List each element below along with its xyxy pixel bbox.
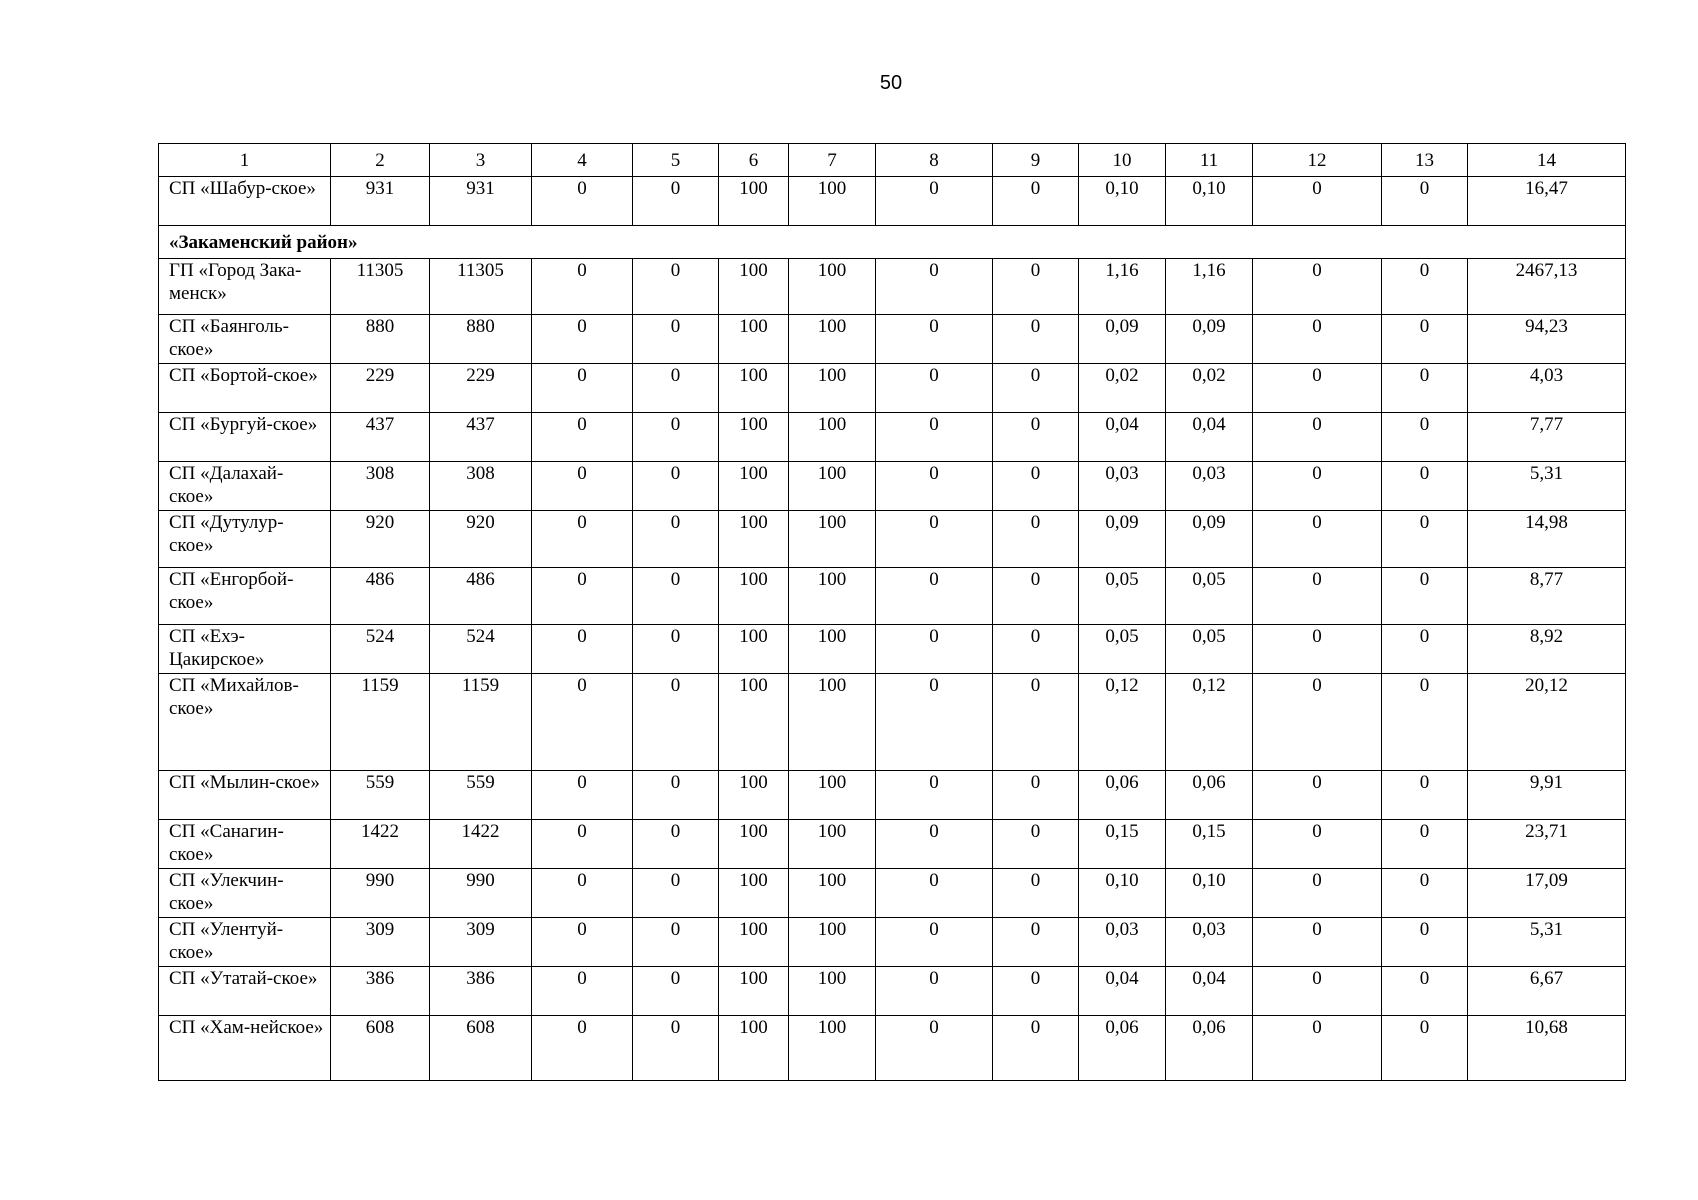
- value-cell: 0: [633, 315, 719, 364]
- settlement-name-cell: СП «Шабур-ское»: [159, 177, 331, 226]
- value-cell: 0: [532, 820, 633, 869]
- value-cell: 0,05: [1079, 568, 1166, 625]
- value-cell: 0: [1253, 967, 1382, 1016]
- value-cell: 0: [993, 967, 1079, 1016]
- value-cell: 880: [430, 315, 532, 364]
- value-cell: 100: [719, 568, 789, 625]
- value-cell: 0: [876, 771, 993, 820]
- value-cell: 0: [532, 315, 633, 364]
- settlement-name-cell: СП «Михайлов-ское»: [159, 674, 331, 771]
- value-cell: 0: [1253, 315, 1382, 364]
- value-cell: 0,10: [1166, 177, 1253, 226]
- value-cell: 0: [1253, 364, 1382, 413]
- value-cell: 8,77: [1468, 568, 1626, 625]
- value-cell: 486: [331, 568, 430, 625]
- value-cell: 0: [1382, 625, 1468, 674]
- value-cell: 100: [789, 918, 876, 967]
- value-cell: 0: [1253, 625, 1382, 674]
- settlement-name-cell: СП «Утатай-ское»: [159, 967, 331, 1016]
- value-cell: 0: [532, 511, 633, 568]
- value-cell: 0: [993, 315, 1079, 364]
- settlement-name-cell: СП «Бургуй-ское»: [159, 413, 331, 462]
- value-cell: 100: [789, 364, 876, 413]
- value-cell: 309: [331, 918, 430, 967]
- value-cell: 0,09: [1166, 315, 1253, 364]
- value-cell: 1422: [331, 820, 430, 869]
- value-cell: 0: [1253, 771, 1382, 820]
- value-cell: 0: [633, 511, 719, 568]
- table-header-row: [159, 144, 1626, 177]
- settlement-name-cell: СП «Санагин-ское»: [159, 820, 331, 869]
- value-cell: 0: [1253, 869, 1382, 918]
- value-cell: 0: [993, 177, 1079, 226]
- value-cell: 0,03: [1166, 918, 1253, 967]
- value-cell: 0: [1253, 918, 1382, 967]
- value-cell: 0: [876, 1016, 993, 1081]
- value-cell: 0: [1253, 413, 1382, 462]
- value-cell: 1159: [430, 674, 532, 771]
- value-cell: 0,06: [1079, 771, 1166, 820]
- value-cell: 0: [993, 364, 1079, 413]
- value-cell: 0: [1253, 1016, 1382, 1081]
- value-cell: 0,10: [1166, 869, 1253, 918]
- value-cell: 0: [1253, 674, 1382, 771]
- value-cell: 100: [789, 771, 876, 820]
- value-cell: 100: [789, 674, 876, 771]
- value-cell: 0: [532, 869, 633, 918]
- value-cell: 23,71: [1468, 820, 1626, 869]
- value-cell: 0,09: [1166, 511, 1253, 568]
- table-body: [159, 144, 1626, 1081]
- value-cell: 0: [1382, 315, 1468, 364]
- value-cell: 0,09: [1079, 315, 1166, 364]
- value-cell: 608: [430, 1016, 532, 1081]
- value-cell: 0: [532, 364, 633, 413]
- value-cell: 100: [719, 869, 789, 918]
- value-cell: 94,23: [1468, 315, 1626, 364]
- value-cell: 0,04: [1079, 413, 1166, 462]
- value-cell: 0: [532, 413, 633, 462]
- value-cell: 920: [331, 511, 430, 568]
- table-row: [159, 259, 1626, 315]
- value-cell: 0,03: [1079, 918, 1166, 967]
- value-cell: 100: [719, 413, 789, 462]
- table-row: [159, 918, 1626, 967]
- column-number-header: 9: [993, 144, 1079, 177]
- value-cell: 437: [331, 413, 430, 462]
- value-cell: 100: [789, 315, 876, 364]
- value-cell: 0: [633, 1016, 719, 1081]
- settlement-name-cell: СП «Далахай-ское»: [159, 462, 331, 511]
- value-cell: 100: [789, 967, 876, 1016]
- column-number-header: 8: [876, 144, 993, 177]
- value-cell: 100: [719, 1016, 789, 1081]
- value-cell: 0: [532, 674, 633, 771]
- column-number-header: 3: [430, 144, 532, 177]
- value-cell: 0,06: [1166, 1016, 1253, 1081]
- value-cell: 0: [876, 625, 993, 674]
- value-cell: 229: [430, 364, 532, 413]
- value-cell: 0: [633, 771, 719, 820]
- value-cell: 0: [993, 511, 1079, 568]
- table-row: [159, 462, 1626, 511]
- settlement-name-cell: СП «Улекчин-ское»: [159, 869, 331, 918]
- value-cell: 0: [876, 511, 993, 568]
- value-cell: 100: [789, 820, 876, 869]
- value-cell: 0: [1382, 177, 1468, 226]
- value-cell: 437: [430, 413, 532, 462]
- value-cell: 7,77: [1468, 413, 1626, 462]
- value-cell: 0: [1382, 674, 1468, 771]
- value-cell: 100: [789, 462, 876, 511]
- value-cell: 11305: [331, 259, 430, 315]
- value-cell: 0: [633, 259, 719, 315]
- value-cell: 0: [633, 568, 719, 625]
- value-cell: 524: [430, 625, 532, 674]
- table-row: [159, 364, 1626, 413]
- value-cell: 100: [789, 568, 876, 625]
- value-cell: 0: [532, 1016, 633, 1081]
- value-cell: 0: [993, 1016, 1079, 1081]
- value-cell: 0,04: [1166, 967, 1253, 1016]
- value-cell: 0: [993, 259, 1079, 315]
- table-row: [159, 511, 1626, 568]
- settlement-name-cell: СП «Ехэ-Цакирское»: [159, 625, 331, 674]
- value-cell: 0,05: [1166, 568, 1253, 625]
- column-number-header: 4: [532, 144, 633, 177]
- value-cell: 0: [633, 674, 719, 771]
- value-cell: 0,02: [1079, 364, 1166, 413]
- value-cell: 4,03: [1468, 364, 1626, 413]
- value-cell: 0: [876, 259, 993, 315]
- value-cell: 9,91: [1468, 771, 1626, 820]
- table-row: [159, 1016, 1626, 1081]
- value-cell: 6,67: [1468, 967, 1626, 1016]
- value-cell: 0: [1382, 820, 1468, 869]
- value-cell: 100: [719, 918, 789, 967]
- value-cell: 100: [719, 511, 789, 568]
- value-cell: 100: [719, 462, 789, 511]
- value-cell: 0: [993, 413, 1079, 462]
- value-cell: 100: [719, 771, 789, 820]
- value-cell: 2467,13: [1468, 259, 1626, 315]
- value-cell: 0: [633, 177, 719, 226]
- value-cell: 0: [532, 771, 633, 820]
- table-row: [159, 413, 1626, 462]
- value-cell: 10,68: [1468, 1016, 1626, 1081]
- settlement-name-cell: ГП «Город Зака-менск»: [159, 259, 331, 315]
- value-cell: 0: [993, 869, 1079, 918]
- value-cell: 308: [331, 462, 430, 511]
- value-cell: 0: [993, 820, 1079, 869]
- value-cell: 17,09: [1468, 869, 1626, 918]
- value-cell: 0: [876, 674, 993, 771]
- column-number-header: 1: [159, 144, 331, 177]
- section-title: «Закаменский район»: [159, 226, 1626, 259]
- settlement-name-cell: СП «Баянголь-ское»: [159, 315, 331, 364]
- column-number-header: 13: [1382, 144, 1468, 177]
- value-cell: 559: [430, 771, 532, 820]
- table-row: [159, 967, 1626, 1016]
- value-cell: 0,15: [1079, 820, 1166, 869]
- value-cell: 0: [1382, 771, 1468, 820]
- column-number-header: 6: [719, 144, 789, 177]
- table-row: [159, 625, 1626, 674]
- value-cell: 0: [1253, 820, 1382, 869]
- value-cell: 0: [633, 462, 719, 511]
- value-cell: 308: [430, 462, 532, 511]
- value-cell: 1,16: [1166, 259, 1253, 315]
- value-cell: 931: [430, 177, 532, 226]
- value-cell: 0: [876, 869, 993, 918]
- value-cell: 100: [719, 674, 789, 771]
- value-cell: 100: [719, 315, 789, 364]
- value-cell: 229: [331, 364, 430, 413]
- column-number-header: 5: [633, 144, 719, 177]
- section-header-row: [159, 226, 1626, 259]
- value-cell: 0,06: [1166, 771, 1253, 820]
- value-cell: 0: [1253, 177, 1382, 226]
- value-cell: 0,05: [1166, 625, 1253, 674]
- table-row: [159, 568, 1626, 625]
- value-cell: 990: [331, 869, 430, 918]
- value-cell: 0,03: [1166, 462, 1253, 511]
- value-cell: 0: [1382, 869, 1468, 918]
- value-cell: 0: [532, 259, 633, 315]
- value-cell: 0,04: [1166, 413, 1253, 462]
- value-cell: 0: [993, 625, 1079, 674]
- value-cell: 0: [532, 462, 633, 511]
- value-cell: 559: [331, 771, 430, 820]
- value-cell: 5,31: [1468, 918, 1626, 967]
- value-cell: 0,12: [1079, 674, 1166, 771]
- value-cell: 920: [430, 511, 532, 568]
- value-cell: 100: [719, 820, 789, 869]
- value-cell: 0: [1253, 259, 1382, 315]
- value-cell: 0: [1382, 511, 1468, 568]
- value-cell: 0: [633, 869, 719, 918]
- value-cell: 386: [430, 967, 532, 1016]
- value-cell: 0: [876, 315, 993, 364]
- value-cell: 524: [331, 625, 430, 674]
- value-cell: 0: [876, 364, 993, 413]
- value-cell: 100: [789, 413, 876, 462]
- value-cell: 0,10: [1079, 177, 1166, 226]
- value-cell: 100: [719, 967, 789, 1016]
- table-row: [159, 674, 1626, 771]
- value-cell: 0,10: [1079, 869, 1166, 918]
- value-cell: 0: [1253, 568, 1382, 625]
- value-cell: 0: [876, 462, 993, 511]
- value-cell: 0,03: [1079, 462, 1166, 511]
- value-cell: 0: [1382, 568, 1468, 625]
- value-cell: 0,05: [1079, 625, 1166, 674]
- value-cell: 100: [789, 259, 876, 315]
- table-row: [159, 869, 1626, 918]
- settlement-name-cell: СП «Улентуй-ское»: [159, 918, 331, 967]
- value-cell: 0: [1382, 462, 1468, 511]
- value-cell: 14,98: [1468, 511, 1626, 568]
- value-cell: 0: [532, 967, 633, 1016]
- value-cell: 100: [789, 511, 876, 568]
- value-cell: 0: [532, 625, 633, 674]
- value-cell: 100: [789, 869, 876, 918]
- value-cell: 1,16: [1079, 259, 1166, 315]
- value-cell: 0: [876, 918, 993, 967]
- value-cell: 0: [993, 462, 1079, 511]
- table-row: [159, 177, 1626, 226]
- value-cell: 0: [993, 918, 1079, 967]
- column-number-header: 14: [1468, 144, 1626, 177]
- value-cell: 0: [1253, 462, 1382, 511]
- value-cell: 386: [331, 967, 430, 1016]
- settlement-name-cell: СП «Дутулур-ское»: [159, 511, 331, 568]
- value-cell: 0: [532, 568, 633, 625]
- value-cell: 0: [876, 967, 993, 1016]
- value-cell: 100: [789, 625, 876, 674]
- value-cell: 1422: [430, 820, 532, 869]
- value-cell: 100: [719, 177, 789, 226]
- value-cell: 8,92: [1468, 625, 1626, 674]
- value-cell: 0,06: [1079, 1016, 1166, 1081]
- value-cell: 990: [430, 869, 532, 918]
- column-number-header: 12: [1253, 144, 1382, 177]
- settlement-name-cell: СП «Мылин-ское»: [159, 771, 331, 820]
- value-cell: 0: [993, 568, 1079, 625]
- value-cell: 0,12: [1166, 674, 1253, 771]
- value-cell: 100: [789, 1016, 876, 1081]
- value-cell: 0: [633, 625, 719, 674]
- settlement-name-cell: СП «Хам-нейское»: [159, 1016, 331, 1081]
- value-cell: 0: [532, 918, 633, 967]
- value-cell: 0: [876, 177, 993, 226]
- value-cell: 880: [331, 315, 430, 364]
- settlement-name-cell: СП «Енгорбой-ское»: [159, 568, 331, 625]
- value-cell: 0,02: [1166, 364, 1253, 413]
- value-cell: 0: [1382, 967, 1468, 1016]
- data-table: [158, 143, 1626, 1081]
- table-row: [159, 771, 1626, 820]
- value-cell: 0: [633, 918, 719, 967]
- column-number-header: 10: [1079, 144, 1166, 177]
- value-cell: 100: [719, 625, 789, 674]
- value-cell: 0: [993, 674, 1079, 771]
- value-cell: 0: [876, 413, 993, 462]
- value-cell: 0: [1253, 511, 1382, 568]
- value-cell: 0: [633, 364, 719, 413]
- value-cell: 16,47: [1468, 177, 1626, 226]
- value-cell: 0: [633, 967, 719, 1016]
- value-cell: 0: [1382, 364, 1468, 413]
- page-number: 50: [879, 72, 903, 94]
- value-cell: 0: [532, 177, 633, 226]
- value-cell: 309: [430, 918, 532, 967]
- column-number-header: 11: [1166, 144, 1253, 177]
- value-cell: 0: [1382, 259, 1468, 315]
- value-cell: 0: [876, 820, 993, 869]
- column-number-header: 7: [789, 144, 876, 177]
- value-cell: 100: [789, 177, 876, 226]
- value-cell: 0: [1382, 413, 1468, 462]
- value-cell: 0: [876, 568, 993, 625]
- value-cell: 1159: [331, 674, 430, 771]
- value-cell: 0: [633, 820, 719, 869]
- value-cell: 931: [331, 177, 430, 226]
- value-cell: 100: [719, 364, 789, 413]
- value-cell: 608: [331, 1016, 430, 1081]
- value-cell: 5,31: [1468, 462, 1626, 511]
- value-cell: 11305: [430, 259, 532, 315]
- value-cell: 20,12: [1468, 674, 1626, 771]
- value-cell: 100: [719, 259, 789, 315]
- table-row: [159, 315, 1626, 364]
- settlement-name-cell: СП «Бортой-ское»: [159, 364, 331, 413]
- value-cell: 0,15: [1166, 820, 1253, 869]
- value-cell: 0,09: [1079, 511, 1166, 568]
- value-cell: 0: [633, 413, 719, 462]
- value-cell: 0,04: [1079, 967, 1166, 1016]
- table-row: [159, 820, 1626, 869]
- value-cell: 0: [993, 771, 1079, 820]
- value-cell: 0: [1382, 1016, 1468, 1081]
- column-number-header: 2: [331, 144, 430, 177]
- value-cell: 486: [430, 568, 532, 625]
- value-cell: 0: [1382, 918, 1468, 967]
